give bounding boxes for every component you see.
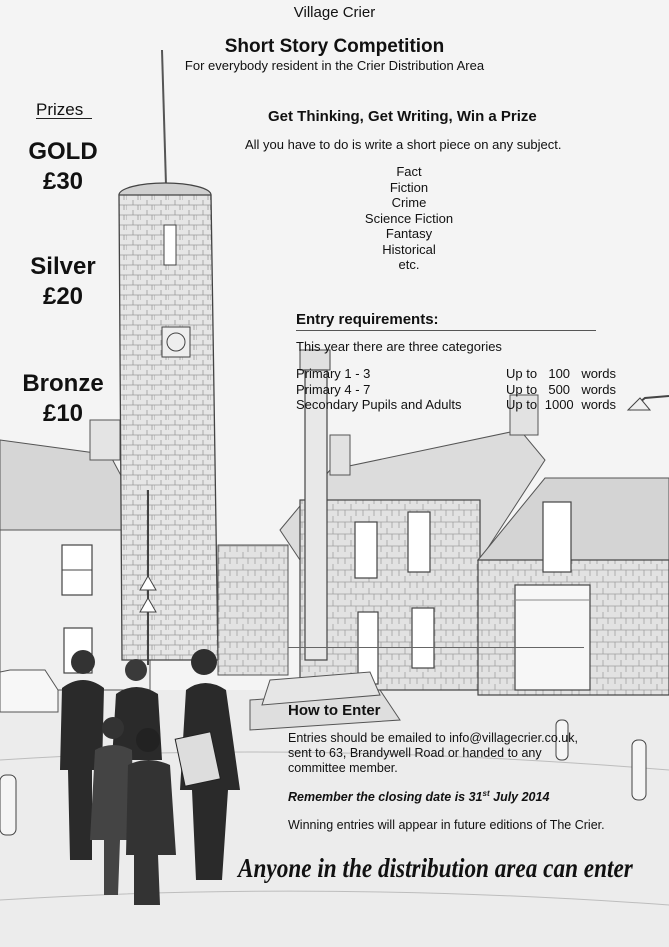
- limit-count: 100: [548, 366, 571, 381]
- genre-item: Crime: [391, 195, 427, 210]
- page-subtitle: For everybody resident in the Crier Distribution Area: [184, 58, 485, 73]
- requirements-divider: [296, 330, 596, 331]
- category-row: [296, 366, 616, 382]
- enter-line: sent to 63, Brandywell Road or handed to any: [288, 746, 542, 760]
- enter-line: Entries should be emailed to info@villagecrier.co.uk,: [288, 731, 578, 745]
- prize-silver-amount: £20: [42, 283, 84, 310]
- closing-date-rest: July 2014: [489, 790, 550, 805]
- category-limit: [506, 382, 616, 398]
- limit-prefix: Up to: [506, 397, 538, 412]
- limit-count: 500: [548, 381, 571, 397]
- prize-gold: [8, 137, 118, 197]
- prizes-heading: Prizes: [36, 100, 84, 119]
- requirements-intro: This year there are three categories: [296, 339, 502, 354]
- publication-name: Village Crier: [293, 4, 376, 21]
- category-limit: [506, 397, 616, 413]
- limit-unit: words: [581, 366, 616, 381]
- how-to-enter-heading: How to Enter: [288, 702, 381, 719]
- limit-prefix: Up to: [506, 381, 538, 397]
- genre-item: Fantasy: [385, 226, 433, 241]
- prizes-underline: [36, 118, 92, 119]
- low-building: [218, 545, 288, 675]
- prize-bronze: [8, 369, 118, 429]
- enter-line: committee member.: [288, 761, 398, 775]
- closing-date: [288, 789, 549, 804]
- prize-bronze-amount: £10: [42, 400, 84, 427]
- prize-gold-label: GOLD: [28, 138, 98, 165]
- winning-entries-note: Winning entries will appear in future editions of The Crier.: [288, 818, 605, 832]
- category-row: [296, 382, 616, 398]
- prize-silver-label: Silver: [30, 253, 96, 280]
- limit-prefix: Up to: [506, 366, 538, 381]
- category-row: [296, 397, 616, 413]
- closing-date-prefix: Remember the closing date is 31: [288, 790, 483, 805]
- intro-text: All you have to do is write a short piece on any subject.: [245, 137, 562, 152]
- category-name: Secondary Pupils and Adults: [296, 397, 462, 412]
- limit-unit: words: [581, 397, 616, 412]
- round-tower: [119, 50, 218, 660]
- how-to-enter-divider: [288, 647, 584, 648]
- category-table: [296, 366, 616, 413]
- category-name: Primary 4 - 7: [296, 381, 371, 397]
- requirements-heading: Entry requirements:: [296, 311, 439, 328]
- tagline: Get Thinking, Get Writing, Win a Prize: [268, 108, 537, 125]
- genre-list: [349, 164, 469, 273]
- genre-item: Fiction: [389, 179, 429, 195]
- page-title: Short Story Competition: [224, 36, 445, 57]
- closing-date-suffix: st: [482, 789, 490, 798]
- genre-item: etc.: [398, 257, 420, 272]
- limit-unit: words: [581, 381, 616, 397]
- category-name: Primary 1 - 3: [296, 366, 371, 381]
- prize-silver: [8, 252, 118, 312]
- genre-item: Historical: [382, 241, 436, 257]
- genre-item: Fact: [396, 164, 422, 179]
- parked-car: [0, 670, 58, 712]
- prize-gold-amount: £30: [42, 168, 84, 195]
- footer-slogan: Anyone in the distribution area can enter: [238, 853, 633, 883]
- how-to-enter-text: [288, 731, 628, 776]
- prize-bronze-label: Bronze: [22, 370, 104, 397]
- category-limit: [506, 366, 616, 382]
- genre-item: Science Fiction: [364, 210, 454, 226]
- limit-count: 1000: [544, 397, 574, 412]
